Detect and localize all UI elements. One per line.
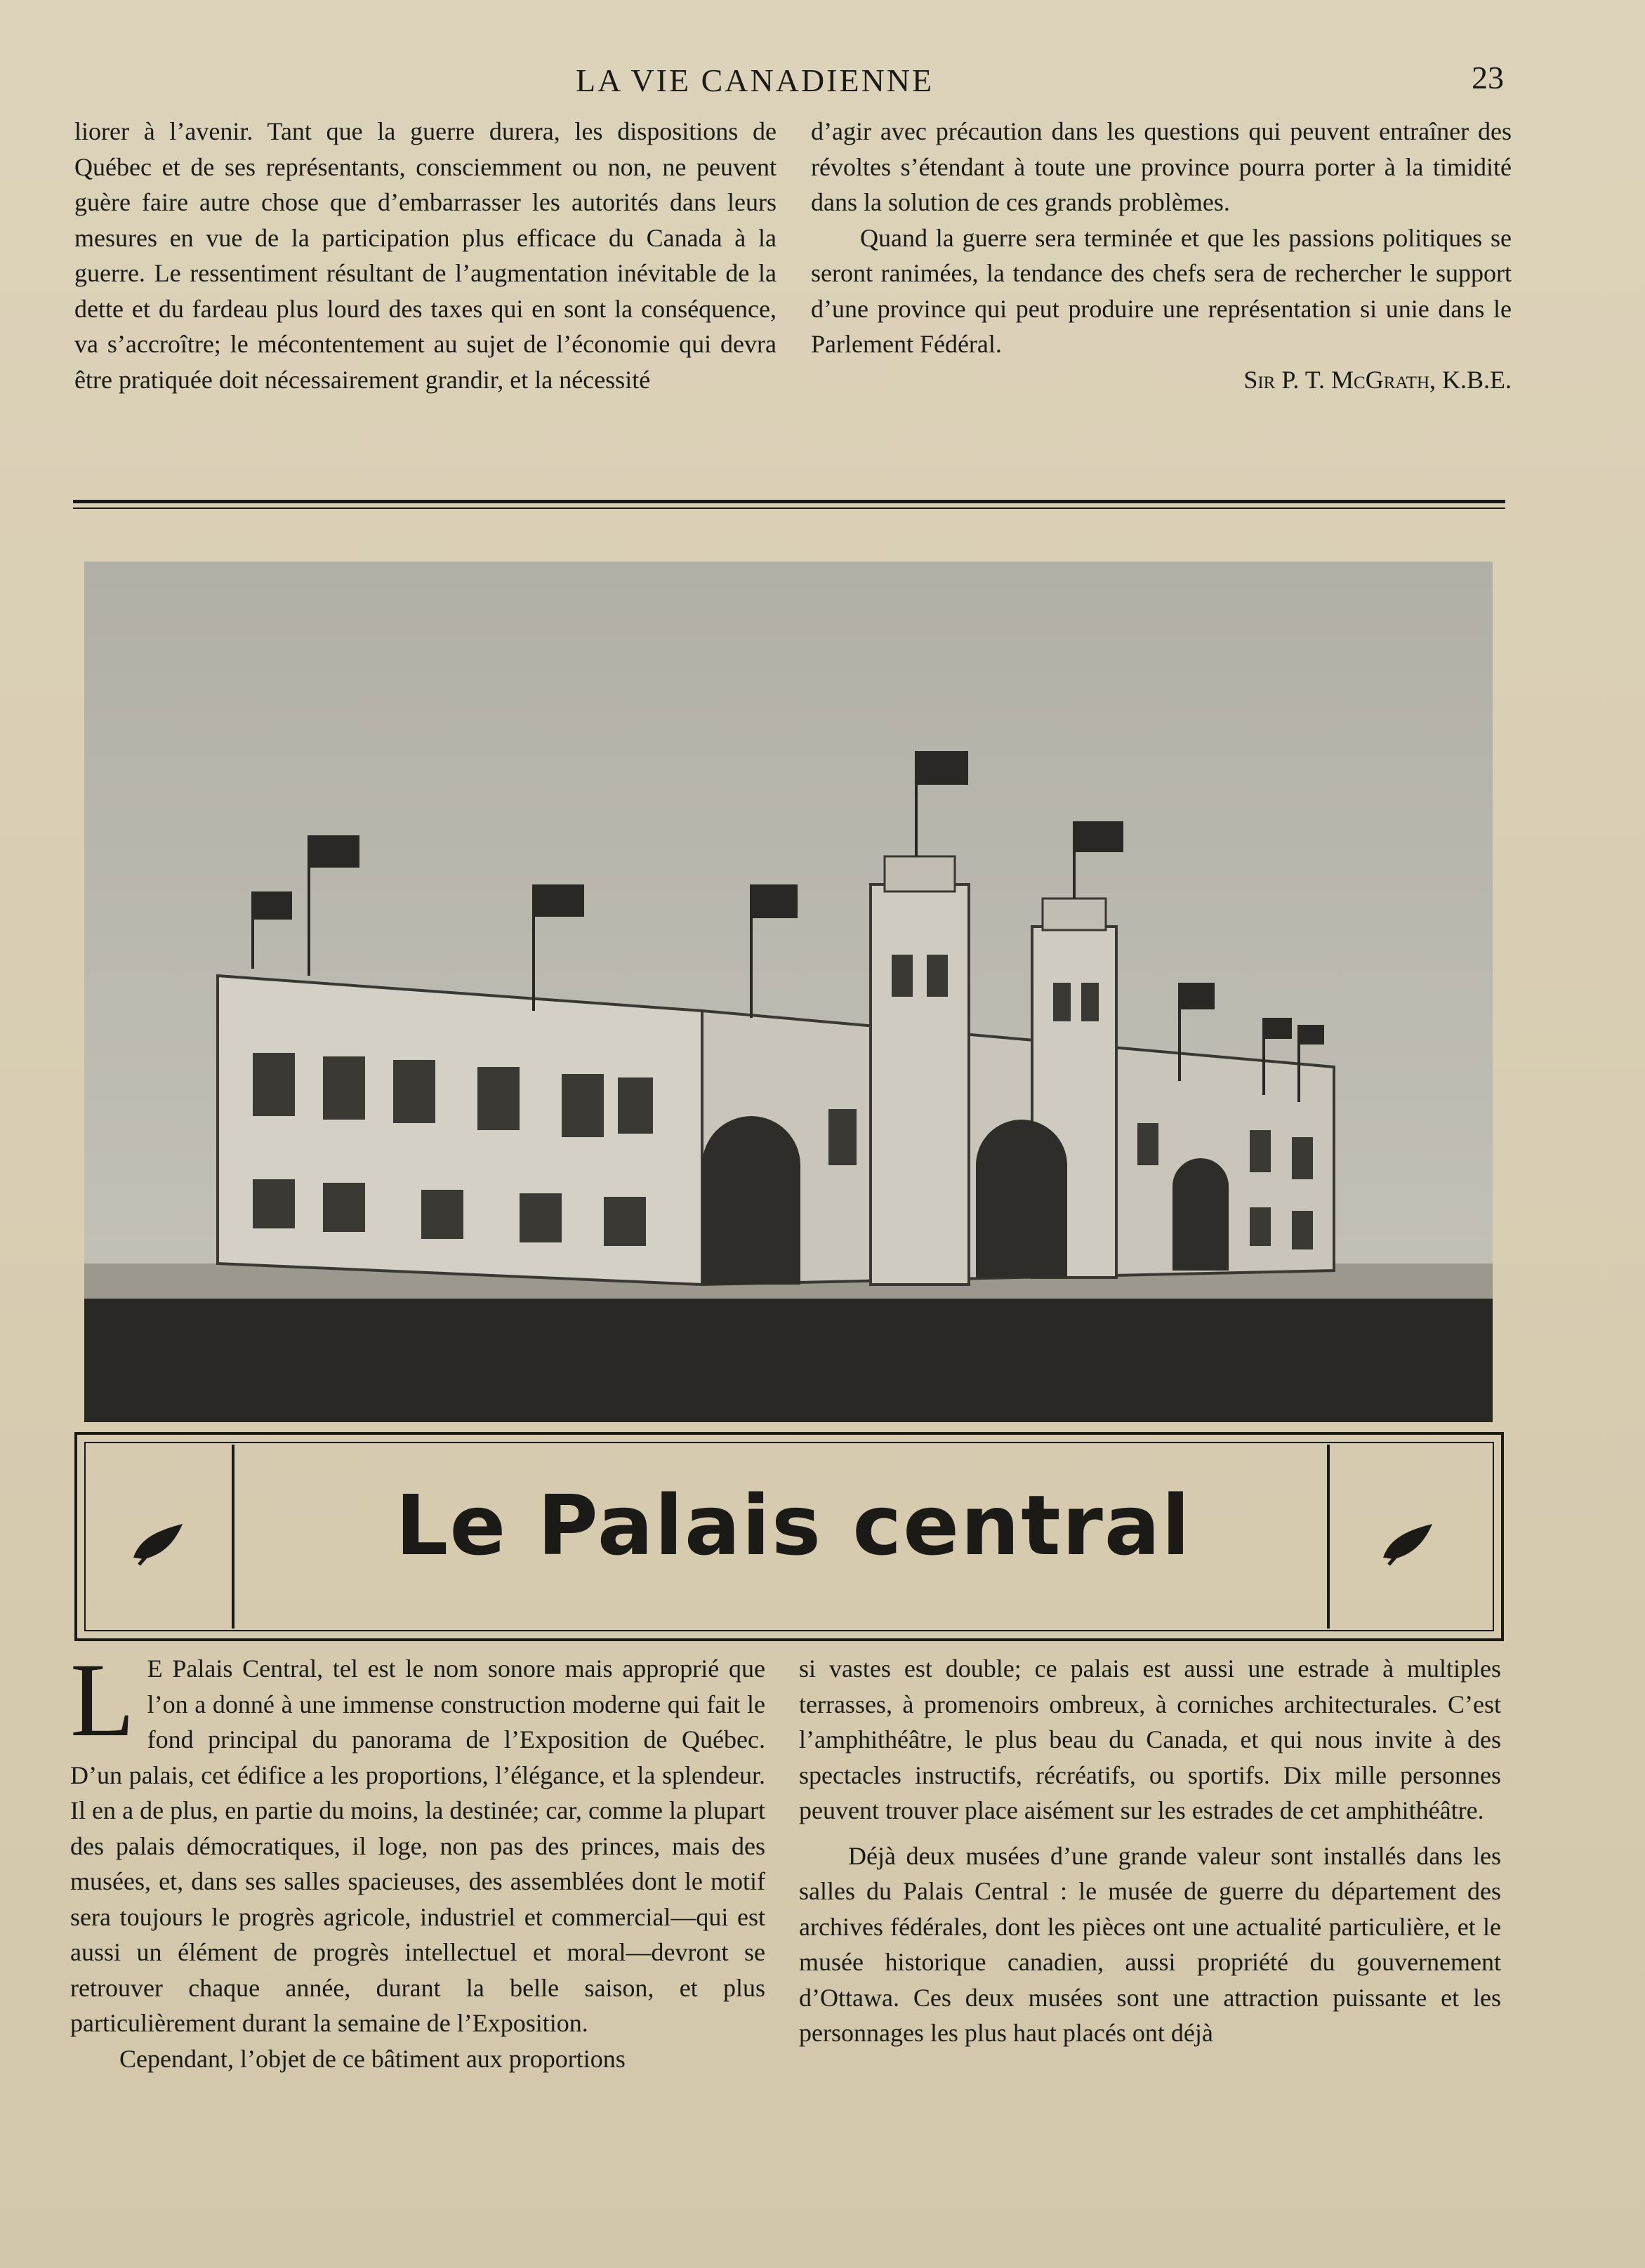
top-right-column [811, 114, 1512, 397]
title-box-divider-left [232, 1445, 234, 1629]
paragraph: d’agir avec précaution dans les questions qui peuvent entraîner des révoltes s’étendant à toute une province pourra porter à la timidité dans la solution de ces grands problèmes. [811, 117, 1512, 216]
opening-paragraph [70, 1642, 765, 2041]
opening-paragraph-text: E Palais Central, tel est le nom sonore mais approprié que l’on a donné à une immense construction moderne qui fait le fond principal du panorama de l’Exposition de Québec. D’un palais, cet édifice a les proportions, l’élégance, et la splendeur. Il en a de plus, en partie du moins, la destinée; car, comme la plupart des palais démocratiques, il loge, non pas des princes, mais des musées, et, dans ses salles spacieuses, des assemblées dont le motif sera toujours le progrès agricole, industriel et commercial—qui est aussi un élément de progrès intellectuel et moral—devront se retrouver chaque année, durant la belle saison, et plus particulièrement durant la semaine de l’Exposition. [70, 1654, 765, 2037]
article-title: Le Palais central [395, 1477, 1191, 1574]
article-title-box [74, 1432, 1504, 1641]
author-signature: Sir P. T. McGrath, K.B.E. [1243, 365, 1512, 394]
paragraph: Cependant, l’objet de ce bâtiment aux proportions [119, 2044, 626, 2073]
leaf-ornament-icon [1376, 1516, 1439, 1572]
magazine-title: LA VIE CANADIENNE [576, 62, 934, 98]
page-number: 23 [1472, 60, 1504, 95]
building-illustration [84, 562, 1493, 1422]
section-rule [73, 500, 1505, 509]
paragraph: si vastes est double; ce palais est aussi une estrade à multiples terrasses, à promenoirs ombreux, à corniches architecturales. C’est l’amphithéâtre, le plus beau du Canada, et qui nous invite à des spectacles instructifs, récréatifs, ou sportifs. Dix mille personnes peuvent trouver place aisément sur les estrades de cet amphithéâtre. [799, 1654, 1501, 1824]
article-left-column [70, 1642, 765, 2076]
leaf-ornament-icon [126, 1516, 190, 1572]
title-box-divider-right [1327, 1445, 1330, 1629]
drop-cap: L [70, 1642, 135, 1758]
top-left-column [74, 114, 777, 397]
running-header [0, 58, 1645, 107]
paragraph: Déjà deux musées d’une grande valeur sont installés dans les salles du Palais Central : le musée de guerre du département des archives fédérales, dont les pièces ont une actualité particulière, et le musée historique canadien, aussi propriété du gouvernement d’Ottawa. Ces deux musées sont une attraction puissante et les personnages les plus haut placés ont déjà [799, 1841, 1501, 2047]
paragraph: Quand la guerre sera terminée et que les passions politiques se seront ranimées, la tendance des chefs sera de rechercher le support d’une province qui peut produire une représentation si unie dans le Parlement Fédéral. [811, 223, 1512, 358]
article-right-column [799, 1651, 1501, 2051]
palais-central-photograph [84, 562, 1493, 1422]
continued-paragraph: liorer à l’avenir. Tant que la guerre durera, les dispositions de Québec et de ses représentants, consciemment ou non, ne peuvent guère faire autre chose que d’embarrasser les autorités dans leurs mesures en vue de la participation plus efficace du Canada à la guerre. Le ressentiment résultant de l’augmentation inévitable de la dette et du fardeau plus lourd des taxes qui en sont la conséquence, va s’accroître; le mécontentement au sujet de l’économie qui devra être pratiquée doit nécessairement grandir, et la nécessité [74, 117, 777, 394]
